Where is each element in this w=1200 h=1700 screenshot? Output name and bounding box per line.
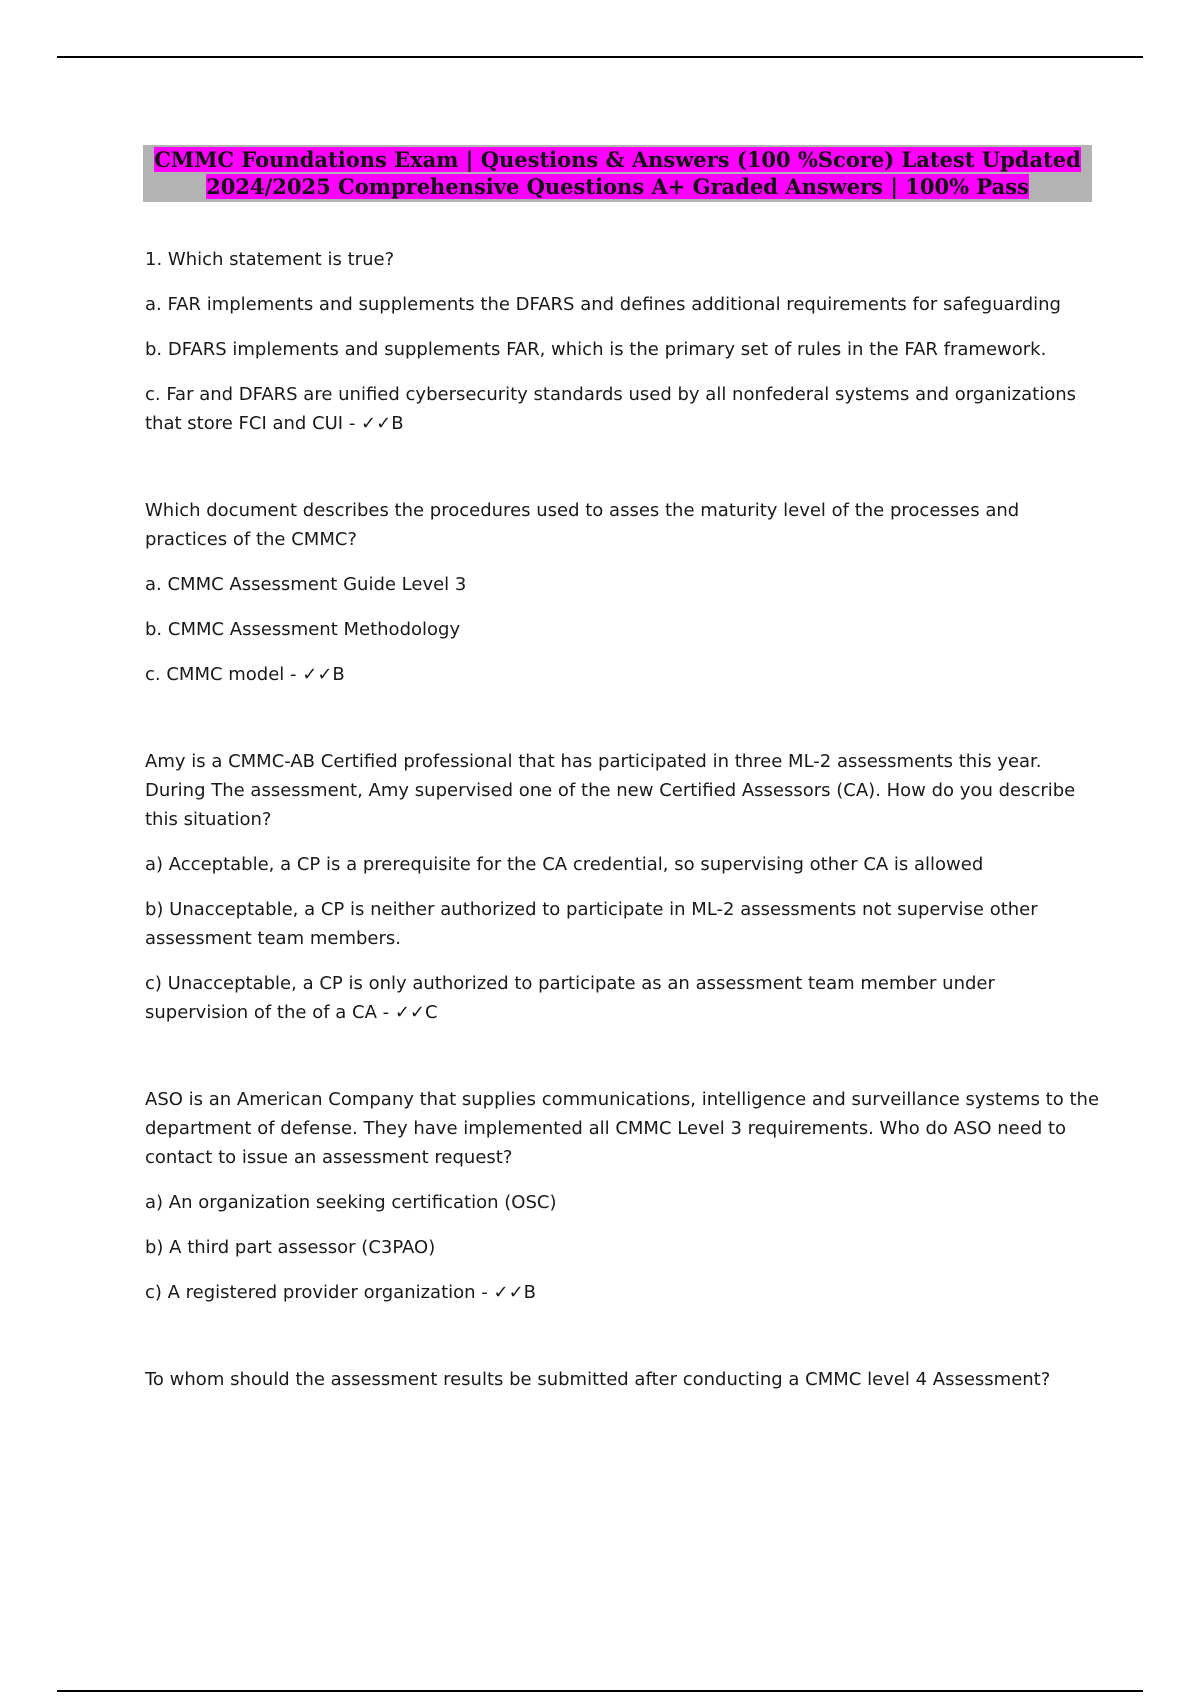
question-text: To whom should the assessment results be submitted after conducting a CMMC level 4 Assessment? [145,1369,1051,1390]
answer-option: b) A third part assessor (C3PAO) [145,1237,436,1258]
title-line-1: CMMC Foundations Exam | Questions & Answers (100 %Score) Latest Updated [154,147,1081,172]
answer-option: c) A registered provider organization - ✓✓B [145,1282,537,1303]
question-block [145,245,1100,438]
answer-option: a) Acceptable, a CP is a prerequisite for the CA credential, so supervising other CA is allowed [145,854,984,875]
question-block [145,496,1100,689]
question-text: Amy is a CMMC-AB Certified professional that has participated in three ML-2 assessments this year. During The assessment, Amy supervised one of the new Certified Assessors (CA). How do you describe this situation? [145,751,1076,830]
question-text: Which document describes the procedures used to asses the maturity level of the processes and practices of the CMMC? [145,500,1020,550]
question-block [145,1085,1100,1307]
answer-option: b. DFARS implements and supplements FAR, which is the primary set of rules in the FAR framework. [145,339,1047,360]
question-block [145,747,1100,1027]
answer-option: b) Unacceptable, a CP is neither authorized to participate in ML-2 assessments not supervise other assessment team members. [145,899,1038,949]
top-rule [57,56,1143,58]
bottom-rule [57,1690,1143,1692]
answer-option: a. CMMC Assessment Guide Level 3 [145,574,467,595]
answer-option: b. CMMC Assessment Methodology [145,619,461,640]
answer-option: a) An organization seeking certification (OSC) [145,1192,557,1213]
question-list [145,245,1100,1394]
title-line-2: 2024/2025 Comprehensive Questions A+ Graded Answers | 100% Pass [206,174,1029,199]
question-block [145,1365,1100,1394]
answer-option: a. FAR implements and supplements the DFARS and defines additional requirements for safeguarding [145,294,1061,315]
question-text: ASO is an American Company that supplies communications, intelligence and surveillance systems to the department of defense. They have implemented all CMMC Level 3 requirements. Who do ASO need to contact to issue an assessment request? [145,1089,1100,1168]
answer-option: c. Far and DFARS are unified cybersecurity standards used by all nonfederal systems and organizations that store FCI and CUI - ✓✓B [145,384,1077,434]
answer-option: c) Unacceptable, a CP is only authorized to participate as an assessment team member under supervision of the of a CA - ✓✓C [145,973,995,1023]
question-text: 1. Which statement is true? [145,249,395,270]
answer-option: c. CMMC model - ✓✓B [145,664,345,685]
document-title [143,145,1092,202]
